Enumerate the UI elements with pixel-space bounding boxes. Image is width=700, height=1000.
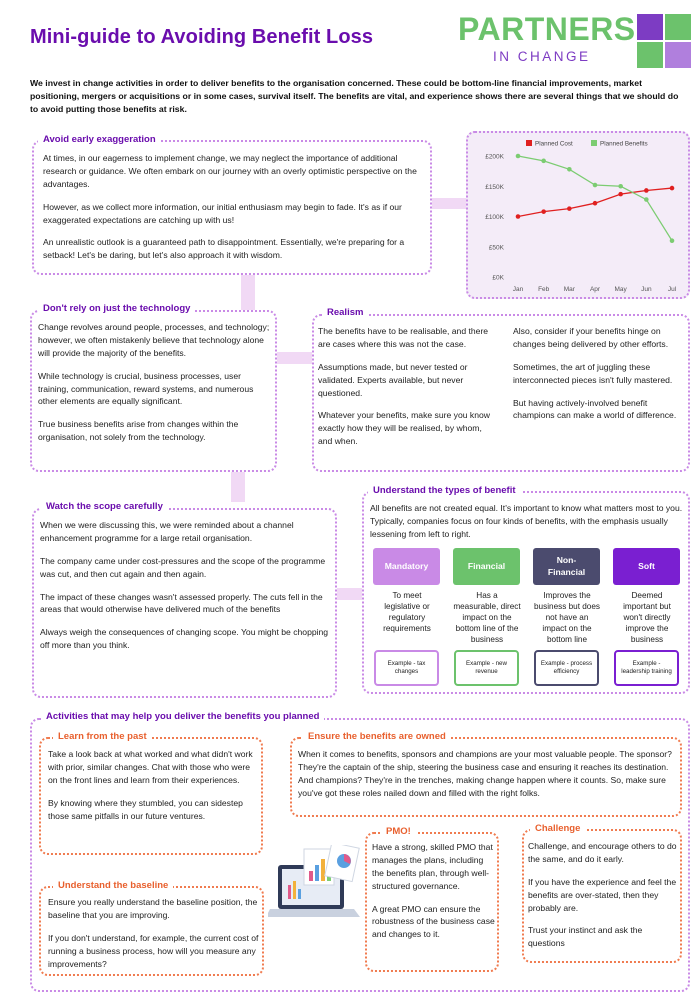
benefit-example: Example - new revenue [454,650,519,686]
data-point [567,167,572,172]
paragraph: The benefits have to be realisable, and there are cases where this was not the case. [318,326,489,349]
data-point [541,159,546,164]
paragraph: If you don't understand, for example, the current cost of running a business process, how will you measure any improvements? [48,932,259,969]
activity-body [48,896,260,980]
benefit-type-soft: Soft [613,548,680,585]
section-body [43,152,423,272]
connector [276,352,314,364]
benefit-chart-panel [466,131,690,299]
paragraph: Change revolves around people, processes, and technology; however, we often mistakenly believe that technology alone will provide the majority of the benefits. [38,322,270,358]
logo [458,10,693,72]
y-tick-label: £50K [488,244,504,252]
activity-body [48,748,258,832]
section-body [38,321,271,454]
paragraph: At times, in our eagerness to implement change, we may neglect the importance of additional research or guidance. We often embark on our journey with an overly optimistic perspective on the advantages. [43,153,417,189]
paragraph: If you have the experience and feel the benefits are over-stated, then they probably are. [528,876,677,913]
activity-title: Ensure the benefits are owned [303,731,451,742]
x-tick-label: Jun [641,286,652,293]
section-title: Don't rely on just the technology [38,303,195,314]
paragraph: By knowing where they stumbled, you can sidestep those same pitfalls in our future ventures. [48,797,243,821]
x-tick-label: Jan [512,286,524,293]
data-point [541,209,546,214]
paragraph: Sometimes, the art of juggling these interconnected pieces isn't fully mastered. [513,361,673,385]
section-body-right [513,325,685,432]
benefit-type-description: Deemed important but won't directly improve the business [623,591,671,645]
paragraph: When we were discussing this, we were reminded about a channel enhancement programme for a large retail organisation. [40,520,294,543]
activity-title: Challenge [530,823,585,834]
benefit-example: Example - leadership training [614,650,679,686]
paragraph: However, as we collect more information, our initial enthusiasm may begin to fade. It's as if our exaggerated expectations are catching up with us! [43,201,402,225]
data-point [618,184,623,189]
section-title: Watch the scope carefully [41,501,168,512]
benefit-type-description: To meet legislative or regulatory requirements [383,591,431,634]
x-tick-label: Jul [667,286,677,293]
benefit-example: Example - process efficiency [534,650,599,686]
paragraph: An unrealistic outlook is a guaranteed path to disappointment. Essentially, we're preparing for a setback! Let's be daring, but let's also approach it with wisdom. [43,237,405,261]
data-point [670,186,675,191]
data-point [593,183,598,188]
paragraph: Take a look back at what worked and what didn't work with prior, similar changes. Chat with those who were on the front lines and learn from their experiences. [48,749,253,785]
logo-square-4 [665,42,691,68]
line-chart [466,131,690,299]
section-body-left [318,325,498,458]
data-point [516,154,521,159]
paragraph: Have a strong, skilled PMO that manages the plans, including the benefits plan, through well-structured governance. [372,842,493,891]
intro-text: We invest in change activities in order to deliver benefits to the organisation concerned. These could be bottom-line financial improvements, market positioning, mergers or acquisitions or in some cases, survival itself. The benefits are vital, and experience shows there are several things that we should do to avoid putting those benefits at risk. [30,78,679,115]
activity-title: PMO! [381,826,416,837]
logo-line2: IN CHANGE [493,49,591,64]
activity-body [528,840,678,960]
benefit-type-description: Improves the business but does not have an impact on the bottom line [534,591,600,645]
section-title: Understand the types of benefit [368,485,521,496]
y-tick-label: £200K [485,153,504,161]
paragraph: While technology is crucial, business processes, user training, communication, reward systems, and numerous other elements are equally significant. [38,370,254,407]
connector [336,588,362,600]
page-title: Mini-guide to Avoiding Benefit Loss [30,26,374,48]
paragraph: True business benefits arise from changes within the organisation, not solely from the technology. [38,419,239,443]
section-body [40,519,332,662]
x-tick-label: Apr [589,286,601,293]
paragraph: But having actively-involved benefit champions can make a world of difference. [513,397,677,421]
paragraph: Assumptions made, but never tested or validated. Experts available, but never questioned. [318,361,468,398]
data-point [644,188,649,193]
paragraph: Also, consider if your benefits hinge on changes being delivered by other efforts. [513,326,669,349]
paragraph: A great PMO can ensure the robustness of the business case and changes to it. [372,903,495,940]
data-point [567,206,572,211]
section-title: Realism [322,307,368,318]
legend-label: Planned Cost [535,140,573,148]
y-tick-label: £150K [485,183,504,191]
data-point [618,192,623,197]
activity-title: Learn from the past [53,731,152,742]
paragraph: Ensure you really understand the baseline position, the baseline that you are improving. [48,897,258,920]
logo-square-3 [637,42,663,68]
activity-title: Understand the baseline [53,880,173,891]
series-line [518,156,672,241]
paragraph: Challenge, and encourage others to do the same, and do it early. [528,841,677,864]
logo-square-1 [637,14,663,40]
data-point [644,197,649,202]
section-body: All benefits are not created equal. It's important to know what matters most to you. Typically, companies focus on four kinds of benefits, with the emphasis usually lessening from left to right. [370,503,683,539]
legend-swatch [591,140,597,146]
y-tick-label: £0K [492,274,504,282]
x-tick-label: Mar [563,286,575,293]
activity-body [372,841,496,951]
benefit-type-financial: Financial [453,548,520,585]
data-point [593,201,598,206]
benefit-example: Example - tax changes [374,650,439,686]
logo-square-2 [665,14,691,40]
legend-label: Planned Benefits [600,140,648,148]
paragraph: The impact of these changes wasn't assessed properly. The cuts fell in the areas that would otherwise have delivered much of the benefits [40,591,323,615]
section-title: Avoid early exaggeration [38,134,161,145]
benefit-type-description: Has a measurable, direct impact on the bottom line of the business [453,591,521,645]
activity-body [298,748,678,810]
connector [241,274,255,312]
section-title: Activities that may help you deliver the benefits you planned [41,711,324,722]
paragraph: Always weigh the consequences of changing scope. You might be chopping off more than you think. [40,627,329,651]
benefit-type-non-financial: Non-Financial [533,548,600,585]
x-tick-label: Feb [538,286,550,293]
data-point [516,214,521,219]
y-tick-label: £100K [485,214,504,221]
connector [430,198,468,209]
x-tick-label: May [614,286,627,293]
benefit-type-mandatory: Mandatory [373,548,440,585]
laptop-chart-illustration [268,845,368,930]
logo-line1: PARTNERS [458,11,636,47]
paragraph: The company came under cost-pressures and the scope of the programme was cut, and then cut again and then again. [40,555,326,579]
paragraph: Trust your instinct and ask the questions [528,925,643,949]
connector [231,470,245,502]
paragraph: When it comes to benefits, sponsors and champions are your most valuable people. The sponsor? They're the captain of the ship, steering the business case and ensuring it reaches its destination. And champions? They're in the trenches, making change happen where it counts. So, make sure you've got these roles nailed down and filled with the right folks. [298,749,672,798]
paragraph: Whatever your benefits, make sure you know exactly how they will be realised, by whom, and when. [318,410,490,447]
legend-swatch [526,140,532,146]
data-point [670,238,675,243]
